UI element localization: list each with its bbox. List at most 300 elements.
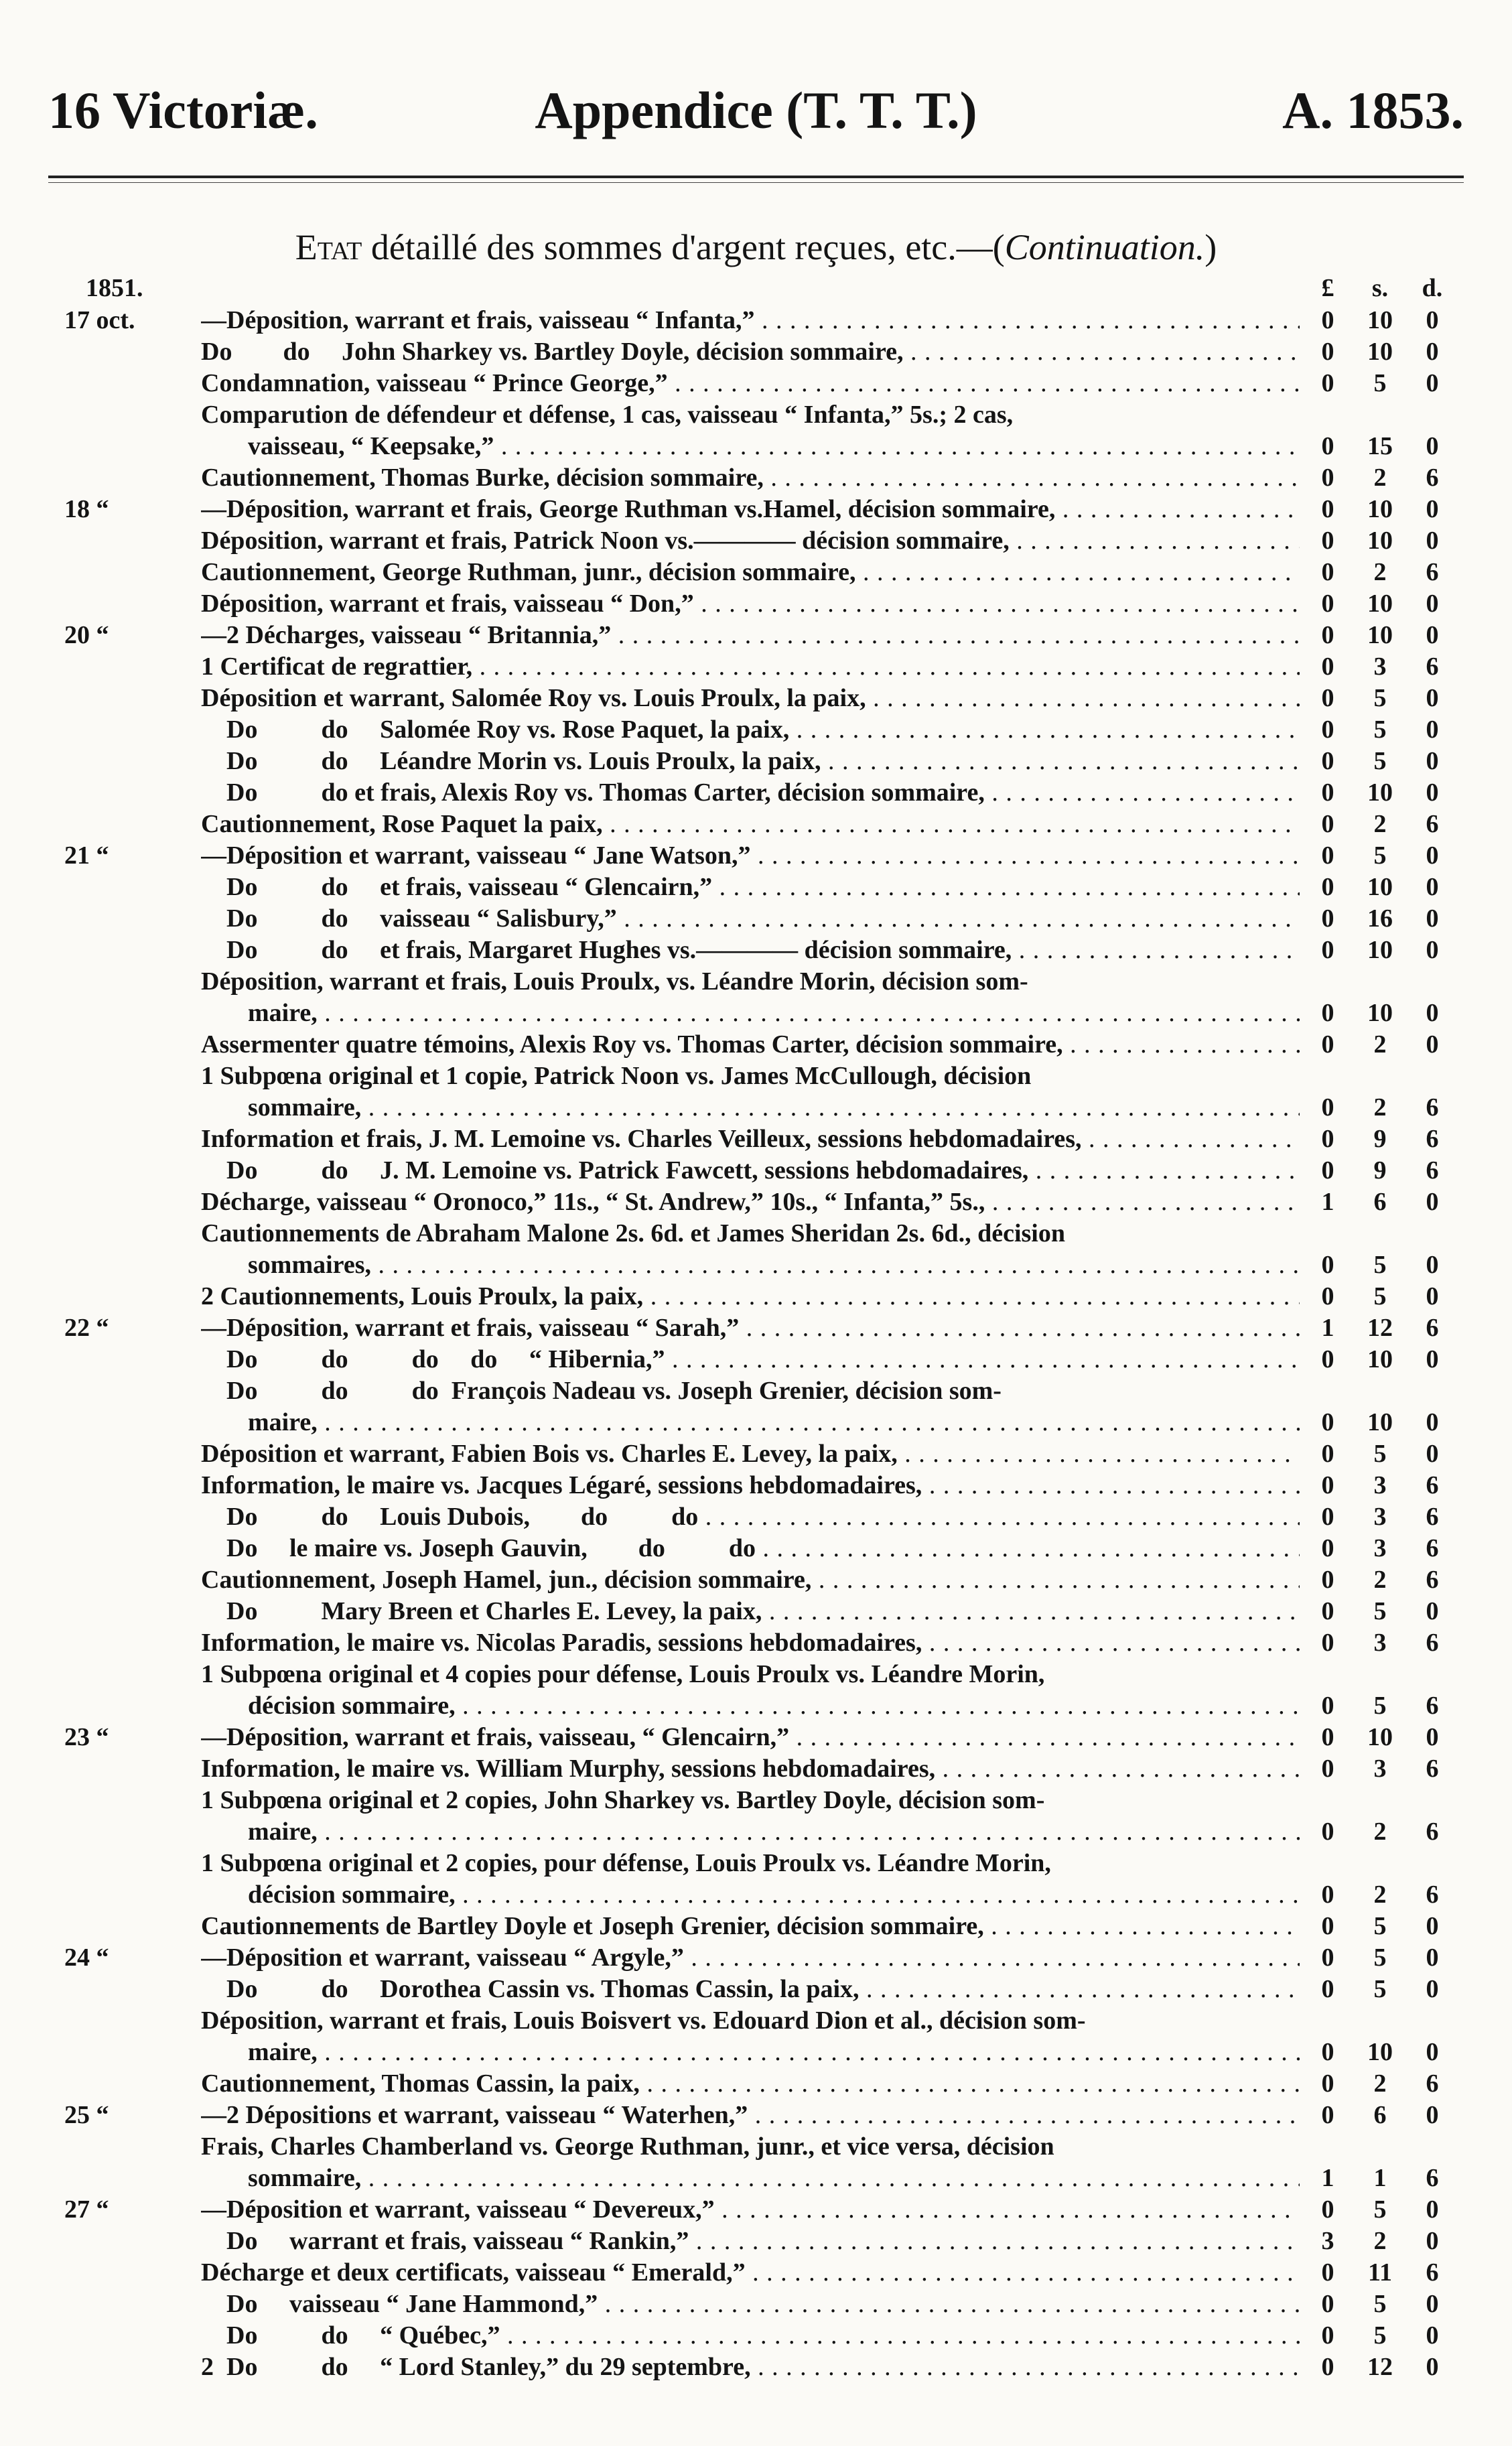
- amount-shillings: 10: [1367, 778, 1393, 807]
- entry-date: 27 “: [64, 2195, 109, 2224]
- ledger-row: [0, 1061, 1512, 1092]
- entry-description: Do do Léandre Morin vs. Louis Proulx, la paix, . . .: [201, 746, 1300, 777]
- ledger-row: [0, 1249, 1512, 1281]
- entry-description: 1 Certificat de regrattier, . . .: [201, 651, 1300, 683]
- amount-pounds: 0: [1321, 2258, 1334, 2287]
- ledger-row: [0, 1722, 1512, 1753]
- amount-pence: 6: [1426, 1093, 1439, 1122]
- shillings-header: s.: [1371, 274, 1389, 302]
- ledger-row: [0, 494, 1512, 525]
- entry-description: —Déposition, warrant et frais, vaisseau, “ Glencairn,” . . .: [201, 1722, 1300, 1753]
- amount-shillings: 2: [1373, 1093, 1387, 1122]
- ledger-row: [0, 2037, 1512, 2068]
- amount-pounds: 0: [1321, 2195, 1334, 2224]
- amount-shillings: 2: [1373, 1030, 1387, 1059]
- entry-description: maire, . . .: [248, 1816, 1300, 1848]
- amount-shillings: 5: [1373, 841, 1387, 870]
- amount-pence: 6: [1426, 810, 1439, 838]
- entry-description: —Déposition, warrant et frais, vaisseau “ Sarah,” . . .: [201, 1312, 1300, 1344]
- amount-pounds: 0: [1321, 747, 1334, 775]
- amount-pounds: 3: [1321, 2227, 1334, 2255]
- amount-pounds: 0: [1321, 841, 1334, 870]
- ledger-row: [0, 1501, 1512, 1533]
- entry-description: 1 Subpœna original et 1 copie, Patrick Noon vs. James McCullough, décision: [201, 1062, 1032, 1090]
- amount-pence: 6: [1426, 1692, 1439, 1720]
- amount-shillings: 2: [1373, 1881, 1387, 1909]
- amount-pounds: 0: [1321, 1345, 1334, 1373]
- amount-pence: 6: [1426, 2258, 1439, 2287]
- entry-date: 25 “: [64, 2101, 109, 2129]
- amount-shillings: 10: [1367, 621, 1393, 649]
- amount-shillings: 11: [1368, 2258, 1392, 2287]
- amount-pounds: 0: [1321, 1282, 1334, 1310]
- entry-description: Cautionnement, George Ruthman, junr., décision sommaire, . . .: [201, 557, 1300, 588]
- amount-shillings: 5: [1373, 1440, 1387, 1468]
- amount-shillings: 2: [1373, 2069, 1387, 2098]
- entry-description: Déposition, warrant et frais, Louis Proulx, vs. Léandre Morin, décision som-: [201, 967, 1028, 996]
- amount-shillings: 5: [1373, 1251, 1387, 1279]
- amount-pounds: 0: [1321, 1503, 1334, 1531]
- amount-pence: 6: [1426, 1471, 1439, 1499]
- amount-shillings: 1: [1373, 2164, 1387, 2192]
- ledger-row: [0, 2352, 1512, 2383]
- amount-shillings: 5: [1373, 369, 1387, 397]
- ledger-row: [0, 1974, 1512, 2005]
- amount-pounds: 0: [1321, 1408, 1334, 1436]
- entry-description: Do do Dorothea Cassin vs. Thomas Cassin, la paix, . . .: [201, 1974, 1300, 2005]
- entry-description: Do do et frais, Alexis Roy vs. Thomas Carter, décision sommaire, . . .: [201, 777, 1300, 809]
- entry-description: maire, . . .: [248, 998, 1300, 1029]
- amount-shillings: 5: [1373, 2195, 1387, 2224]
- amount-pence: 6: [1426, 1629, 1439, 1657]
- ledger-row: [0, 777, 1512, 809]
- ledger-row: [0, 1186, 1512, 1218]
- amount-pence: 0: [1426, 1282, 1439, 1310]
- amount-pounds: 0: [1321, 1881, 1334, 1909]
- entry-description: —Déposition, warrant et frais, George Ruthman vs.Hamel, décision sommaire, . . .: [201, 494, 1300, 525]
- entry-description: Cautionnement, Joseph Hamel, jun., décision sommaire, . . .: [201, 1564, 1300, 1596]
- ledger-row: [0, 2131, 1512, 2163]
- amount-pounds: 0: [1321, 2101, 1334, 2129]
- amount-shillings: 9: [1373, 1125, 1387, 1153]
- amount-pounds: 0: [1321, 338, 1334, 366]
- entry-description: Do do do François Nadeau vs. Joseph Grenier, décision som-: [201, 1377, 1002, 1405]
- amount-shillings: 5: [1373, 1692, 1387, 1720]
- ledger-row: [0, 1942, 1512, 1974]
- entry-description: Déposition et warrant, Fabien Bois vs. Charles E. Levey, la paix, . . .: [201, 1438, 1300, 1470]
- amount-pence: 0: [1426, 2353, 1439, 2381]
- entry-description: sommaires, . . .: [248, 1249, 1300, 1281]
- amount-shillings: 5: [1373, 684, 1387, 712]
- ledger-row: [0, 2320, 1512, 2352]
- amount-pence: 0: [1426, 2195, 1439, 2224]
- entry-description: Information, le maire vs. Nicolas Paradis, sessions hebdomadaires, . . .: [201, 1627, 1300, 1659]
- amount-shillings: 5: [1373, 2321, 1387, 2350]
- amount-shillings: 10: [1367, 1408, 1393, 1436]
- entry-description: Cautionnements de Abraham Malone 2s. 6d. et James Sheridan 2s. 6d., décision: [201, 1219, 1065, 1247]
- amount-shillings: 2: [1373, 464, 1387, 492]
- entry-description: Do do et frais, Margaret Hughes vs.———— décision sommaire, . . .: [201, 935, 1300, 966]
- amount-pence: 0: [1426, 1030, 1439, 1059]
- ledger-row: [0, 305, 1512, 336]
- header-rule-thick: [48, 176, 1464, 178]
- amount-pounds: 0: [1321, 369, 1334, 397]
- amount-shillings: 5: [1373, 716, 1387, 744]
- ledger-row: [0, 2289, 1512, 2320]
- amount-shillings: 10: [1367, 306, 1393, 334]
- ledger-row: [0, 1218, 1512, 1249]
- entry-description: Do do Louis Dubois, do do . . .: [201, 1501, 1300, 1533]
- amount-pence: 6: [1426, 1125, 1439, 1153]
- entry-description: 2 Do do “ Lord Stanley,” du 29 septembre, . . .: [201, 2352, 1300, 2383]
- amount-shillings: 3: [1373, 1755, 1387, 1783]
- amount-pence: 0: [1426, 1251, 1439, 1279]
- ledger-row: [0, 1155, 1512, 1186]
- amount-pence: 6: [1426, 1755, 1439, 1783]
- ledger-row: [0, 1533, 1512, 1564]
- amount-pounds: 0: [1321, 873, 1334, 901]
- entry-description: Do le maire vs. Joseph Gauvin, do do . . .: [201, 1533, 1300, 1564]
- amount-pence: 0: [1426, 904, 1439, 933]
- entry-description: 2 Cautionnements, Louis Proulx, la paix, . . .: [201, 1281, 1300, 1312]
- ledger-row: [0, 651, 1512, 683]
- ledger-row: [0, 1879, 1512, 1911]
- amount-pounds: 0: [1321, 1692, 1334, 1720]
- amount-pence: 0: [1426, 527, 1439, 555]
- entry-description: Information, le maire vs. William Murphy, sessions hebdomadaires, . . .: [201, 1753, 1300, 1785]
- amount-pence: 0: [1426, 716, 1439, 744]
- ledger-row: [0, 2194, 1512, 2226]
- ledger-entries: [0, 305, 1512, 2383]
- amount-shillings: 10: [1367, 495, 1393, 523]
- amount-pounds: 0: [1321, 464, 1334, 492]
- amount-pence: 6: [1426, 1534, 1439, 1562]
- amount-pounds: 0: [1321, 2038, 1334, 2066]
- entry-description: décision sommaire, . . .: [248, 1879, 1300, 1911]
- amount-pounds: 1: [1321, 2164, 1334, 2192]
- entry-date: 21 “: [64, 841, 109, 870]
- entry-description: Déposition, warrant et frais, Louis Boisvert vs. Edouard Dion et al., décision som-: [201, 2007, 1086, 2035]
- amount-pence: 0: [1426, 2038, 1439, 2066]
- entry-description: Do do Salomée Roy vs. Rose Paquet, la paix, . . .: [201, 714, 1300, 746]
- amount-pence: 0: [1426, 873, 1439, 901]
- amount-shillings: 10: [1367, 590, 1393, 618]
- amount-shillings: 10: [1367, 936, 1393, 964]
- entry-description: Assermenter quatre témoins, Alexis Roy vs. Thomas Carter, décision sommaire, . . .: [201, 1029, 1300, 1061]
- entry-description: Do do J. M. Lemoine vs. Patrick Fawcett, sessions hebdomadaires, . . .: [201, 1155, 1300, 1186]
- ledger-row: [0, 2005, 1512, 2037]
- amount-shillings: 3: [1373, 653, 1387, 681]
- ledger-row: [0, 872, 1512, 903]
- year-label: 1851.: [86, 274, 143, 302]
- amount-pence: 0: [1426, 684, 1439, 712]
- ledger-row: [0, 2100, 1512, 2131]
- ledger-row: [0, 1596, 1512, 1627]
- amount-pounds: 0: [1321, 1597, 1334, 1625]
- amount-pounds: 1: [1321, 1188, 1334, 1216]
- entry-date: 23 “: [64, 1723, 109, 1751]
- amount-shillings: 15: [1367, 432, 1393, 460]
- amount-shillings: 3: [1373, 1503, 1387, 1531]
- amount-pounds: 0: [1321, 527, 1334, 555]
- amount-shillings: 5: [1373, 2290, 1387, 2318]
- amount-pence: 0: [1426, 432, 1439, 460]
- ledger-row: [0, 840, 1512, 872]
- header-rule-thin: [48, 182, 1464, 183]
- amount-pence: 6: [1426, 464, 1439, 492]
- ledger-row: [0, 998, 1512, 1029]
- ledger-row: [0, 1753, 1512, 1785]
- ledger-row: [0, 1627, 1512, 1659]
- amount-pence: 0: [1426, 1944, 1439, 1972]
- amount-pounds: 0: [1321, 1723, 1334, 1751]
- amount-shillings: 2: [1373, 558, 1387, 586]
- ledger-row: [0, 1029, 1512, 1061]
- ledger-row: [0, 1312, 1512, 1344]
- amount-pounds: 0: [1321, 810, 1334, 838]
- entry-description: vaisseau, “ Keepsake,” . . .: [248, 431, 1300, 462]
- amount-pence: 0: [1426, 1597, 1439, 1625]
- entry-description: Do do John Sharkey vs. Bartley Doyle, décision sommaire, . . .: [201, 336, 1300, 368]
- entry-description: sommaire, . . .: [248, 2163, 1300, 2194]
- amount-shillings: 9: [1373, 1156, 1387, 1184]
- entry-description: —Déposition et warrant, vaisseau “ Jane Watson,” . . .: [201, 840, 1300, 872]
- ledger-row: [0, 1659, 1512, 1690]
- entry-date: 17 oct.: [64, 306, 135, 334]
- amount-shillings: 6: [1373, 2101, 1387, 2129]
- ledger-row: [0, 525, 1512, 557]
- entry-description: Décharge, vaisseau “ Oronoco,” 11s., “ St. Andrew,” 10s., “ Infanta,” 5s., . . .: [201, 1186, 1300, 1218]
- entry-date: 18 “: [64, 495, 109, 523]
- entry-description: Décharge et deux certificats, vaisseau “ Emerald,” . . .: [201, 2257, 1300, 2289]
- amount-pounds: 0: [1321, 1912, 1334, 1940]
- amount-shillings: 2: [1373, 1818, 1387, 1846]
- amount-pence: 0: [1426, 1723, 1439, 1751]
- amount-shillings: 2: [1373, 810, 1387, 838]
- ledger-row: [0, 620, 1512, 651]
- amount-shillings: 10: [1367, 1345, 1393, 1373]
- amount-pence: 0: [1426, 1440, 1439, 1468]
- amount-shillings: 5: [1373, 1282, 1387, 1310]
- ledger-row: [0, 1124, 1512, 1155]
- amount-pence: 0: [1426, 2227, 1439, 2255]
- entry-description: 1 Subpœna original et 4 copies pour défense, Louis Proulx vs. Léandre Morin,: [201, 1660, 1045, 1688]
- amount-shillings: 2: [1373, 1566, 1387, 1594]
- amount-pounds: 0: [1321, 1030, 1334, 1059]
- amount-shillings: 5: [1373, 1912, 1387, 1940]
- ledger-row: [0, 1816, 1512, 1848]
- amount-pence: 6: [1426, 1566, 1439, 1594]
- amount-pounds: 0: [1321, 1534, 1334, 1562]
- title-close: ): [1205, 227, 1217, 267]
- amount-pounds: 0: [1321, 1125, 1334, 1153]
- amount-pounds: 0: [1321, 1251, 1334, 1279]
- amount-pence: 0: [1426, 2101, 1439, 2129]
- entry-description: maire, . . .: [248, 1407, 1300, 1438]
- amount-pounds: 0: [1321, 778, 1334, 807]
- amount-shillings: 3: [1373, 1471, 1387, 1499]
- amount-pence: 6: [1426, 653, 1439, 681]
- amount-pence: 0: [1426, 1188, 1439, 1216]
- ledger-row: [0, 714, 1512, 746]
- ledger-row: [0, 462, 1512, 494]
- ledger-row: [0, 1564, 1512, 1596]
- amount-shillings: 2: [1373, 2227, 1387, 2255]
- amount-pence: 0: [1426, 590, 1439, 618]
- entry-description: sommaire, . . .: [248, 1092, 1300, 1124]
- entry-description: Information, le maire vs. Jacques Légaré, sessions hebdomadaires, . . .: [201, 1470, 1300, 1501]
- entry-description: Cautionnements de Bartley Doyle et Joseph Grenier, décision sommaire, . . .: [201, 1911, 1300, 1942]
- amount-shillings: 10: [1367, 338, 1393, 366]
- ledger-row: [0, 1470, 1512, 1501]
- amount-pence: 6: [1426, 1818, 1439, 1846]
- pence-header: d.: [1422, 274, 1443, 302]
- amount-pounds: 0: [1321, 2321, 1334, 2350]
- amount-shillings: 10: [1367, 1723, 1393, 1751]
- amount-pounds: 0: [1321, 1629, 1334, 1657]
- amount-pounds: 0: [1321, 716, 1334, 744]
- entry-description: Déposition, warrant et frais, Patrick Noon vs.———— décision sommaire, . . .: [201, 525, 1300, 557]
- entry-description: décision sommaire, . . .: [248, 1690, 1300, 1722]
- entry-description: maire, . . .: [248, 2037, 1300, 2068]
- amount-pounds: 0: [1321, 904, 1334, 933]
- amount-pounds: 0: [1321, 2069, 1334, 2098]
- amount-pence: 0: [1426, 778, 1439, 807]
- amount-pence: 0: [1426, 747, 1439, 775]
- amount-pounds: 0: [1321, 1944, 1334, 1972]
- amount-pence: 0: [1426, 1912, 1439, 1940]
- ledger-row: [0, 1281, 1512, 1312]
- amount-shillings: 10: [1367, 527, 1393, 555]
- amount-pounds: 0: [1321, 1440, 1334, 1468]
- amount-shillings: 6: [1373, 1188, 1387, 1216]
- running-header: [48, 80, 1464, 154]
- ledger-row: [0, 588, 1512, 620]
- amount-shillings: 12: [1367, 1314, 1393, 1342]
- entry-description: Condamnation, vaisseau “ Prince George,” . . .: [201, 368, 1300, 399]
- amount-pounds: 0: [1321, 621, 1334, 649]
- ledger-row: [0, 368, 1512, 399]
- entry-description: Do do do do “ Hibernia,” . . .: [201, 1344, 1300, 1375]
- amount-pence: 0: [1426, 2321, 1439, 2350]
- amount-pounds: 0: [1321, 432, 1334, 460]
- amount-pounds: 0: [1321, 558, 1334, 586]
- amount-pence: 0: [1426, 1975, 1439, 2003]
- entry-description: Frais, Charles Chamberland vs. George Ruthman, junr., et vice versa, décision: [201, 2132, 1054, 2161]
- header-session: 16 Victoriæ.: [48, 81, 318, 139]
- entry-description: 1 Subpœna original et 2 copies, John Sharkey vs. Bartley Doyle, décision som-: [201, 1786, 1045, 1814]
- entry-description: —Déposition, warrant et frais, vaisseau “ Infanta,” . . .: [201, 305, 1300, 336]
- amount-shillings: 12: [1367, 2353, 1393, 2381]
- amount-pounds: 0: [1321, 653, 1334, 681]
- entry-date: 22 “: [64, 1314, 109, 1342]
- amount-pounds: 0: [1321, 590, 1334, 618]
- ledger-row: [0, 1344, 1512, 1375]
- ledger-row: [0, 431, 1512, 462]
- amount-pounds: 0: [1321, 2290, 1334, 2318]
- header-year: A. 1853.: [1282, 81, 1464, 139]
- ledger-row: [0, 2163, 1512, 2194]
- entry-description: Cautionnement, Rose Paquet la paix, . . .: [201, 809, 1300, 840]
- amount-pence: 6: [1426, 1156, 1439, 1184]
- amount-pence: 0: [1426, 1408, 1439, 1436]
- amount-pounds: 0: [1321, 1818, 1334, 1846]
- amount-pounds: 0: [1321, 1471, 1334, 1499]
- amount-pounds: 0: [1321, 999, 1334, 1027]
- pounds-header: £: [1321, 274, 1334, 302]
- amount-shillings: 10: [1367, 873, 1393, 901]
- ledger-row: [0, 399, 1512, 431]
- amount-pounds: 0: [1321, 936, 1334, 964]
- ledger-row: [0, 1092, 1512, 1124]
- ledger-row: [0, 903, 1512, 935]
- ledger-row: [0, 2226, 1512, 2257]
- amount-pence: 0: [1426, 2290, 1439, 2318]
- amount-pounds: 0: [1321, 1975, 1334, 2003]
- amount-pounds: 0: [1321, 1755, 1334, 1783]
- amount-pence: 0: [1426, 306, 1439, 334]
- ledger-row: [0, 557, 1512, 588]
- amount-pence: 6: [1426, 1314, 1439, 1342]
- amount-pounds: 0: [1321, 495, 1334, 523]
- amount-pence: 6: [1426, 558, 1439, 586]
- entry-description: Comparution de défendeur et défense, 1 cas, vaisseau “ Infanta,” 5s.; 2 cas,: [201, 401, 1014, 429]
- amount-pounds: 0: [1321, 1156, 1334, 1184]
- amount-shillings: 5: [1373, 747, 1387, 775]
- entry-date: 24 “: [64, 1944, 109, 1972]
- amount-pence: 6: [1426, 2069, 1439, 2098]
- ledger-row: [0, 2068, 1512, 2100]
- title-rest: détaillé des sommes d'argent reçues, etc.—(: [362, 227, 1005, 267]
- header-appendix: Appendice (T. T. T.): [535, 81, 977, 139]
- amount-pence: 6: [1426, 1881, 1439, 1909]
- amount-shillings: 10: [1367, 2038, 1393, 2066]
- entry-description: —2 Dépositions et warrant, vaisseau “ Waterhen,” . . .: [201, 2100, 1300, 2131]
- entry-description: Do vaisseau “ Jane Hammond,” . . .: [201, 2289, 1300, 2320]
- entry-description: Do do vaisseau “ Salisbury,” . . .: [201, 903, 1300, 935]
- amount-pence: 0: [1426, 1345, 1439, 1373]
- amount-shillings: 3: [1373, 1629, 1387, 1657]
- ledger-row: [0, 1848, 1512, 1879]
- amount-pence: 0: [1426, 495, 1439, 523]
- entry-description: Cautionnement, Thomas Burke, décision sommaire, . . .: [201, 462, 1300, 494]
- ledger-row: [0, 336, 1512, 368]
- amount-pounds: 0: [1321, 684, 1334, 712]
- ledger-row: [0, 1911, 1512, 1942]
- ledger-row: [0, 966, 1512, 998]
- entry-description: Cautionnement, Thomas Cassin, la paix, . . .: [201, 2068, 1300, 2100]
- ledger-row: [0, 935, 1512, 966]
- ledger-row: [0, 683, 1512, 714]
- amount-pence: 6: [1426, 1503, 1439, 1531]
- ledger-row: [0, 2257, 1512, 2289]
- title-continuation: Continuation.: [1004, 227, 1205, 267]
- ledger-row: [0, 1438, 1512, 1470]
- amount-pence: 0: [1426, 621, 1439, 649]
- amount-shillings: 16: [1367, 904, 1393, 933]
- ledger-row: [0, 746, 1512, 777]
- amount-shillings: 3: [1373, 1534, 1387, 1562]
- amount-shillings: 10: [1367, 999, 1393, 1027]
- amount-pounds: 0: [1321, 1093, 1334, 1122]
- entry-description: 1 Subpœna original et 2 copies, pour défense, Louis Proulx vs. Léandre Morin,: [201, 1849, 1051, 1877]
- amount-pence: 0: [1426, 369, 1439, 397]
- ledger-row: [0, 1785, 1512, 1816]
- amount-pounds: 1: [1321, 1314, 1334, 1342]
- ledger-row: [0, 809, 1512, 840]
- entry-description: Déposition et warrant, Salomée Roy vs. Louis Proulx, la paix, . . .: [201, 683, 1300, 714]
- amount-shillings: 5: [1373, 1975, 1387, 2003]
